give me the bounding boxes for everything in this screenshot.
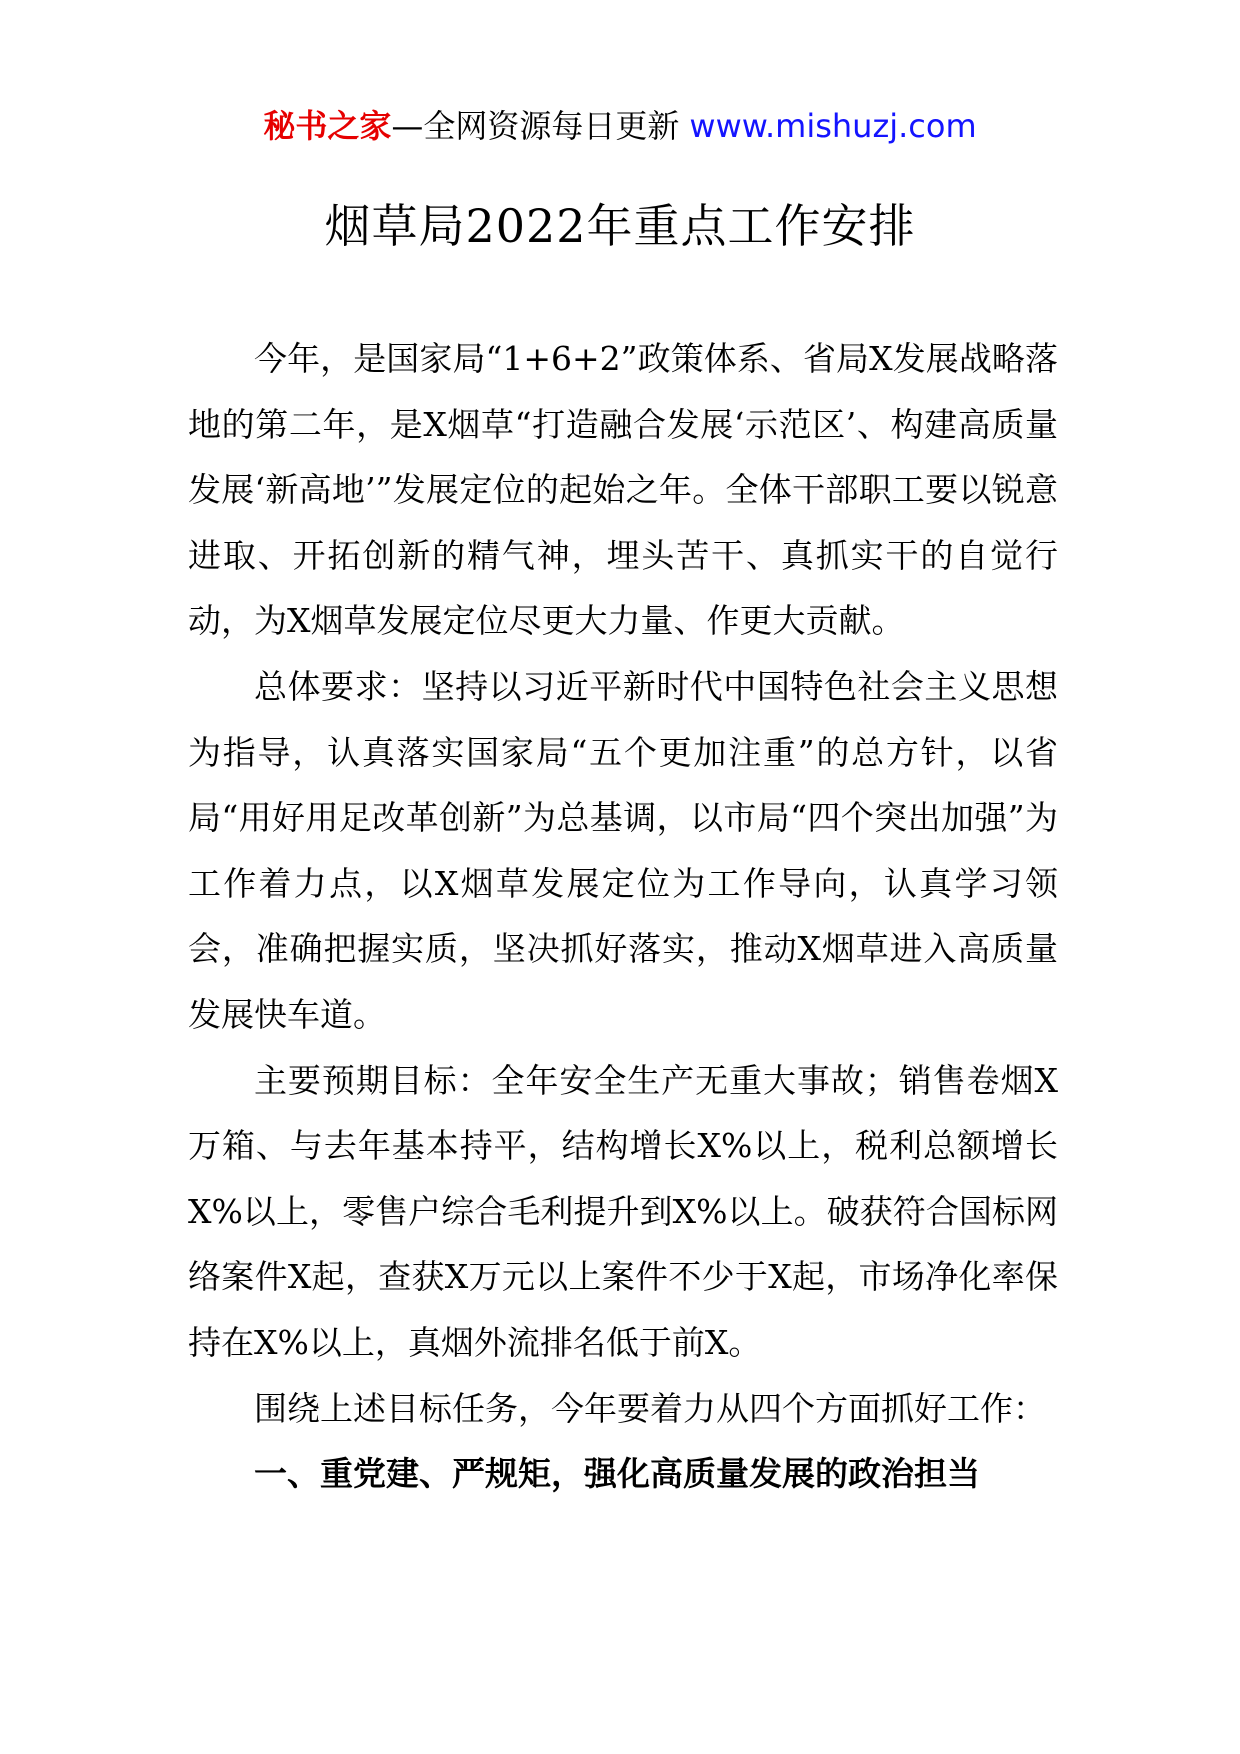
site-brand: 秘书之家: [263, 107, 392, 145]
site-header: [0, 104, 1240, 148]
paragraph-intro: 今年，是国家局“1+6+2”政策体系、省局X发展战略落地的第二年，是X烟草“打造融合发展‘示范区’、构建高质量发展‘新高地’”发展定位的起始之年。全体干部职工要以锐意进取、开拓创新的精气神，埋头苦干、真抓实干的自觉行动，为X烟草发展定位尽更大力量、作更大贡献。: [188, 339, 1058, 641]
paragraph-main-targets: 主要预期目标：全年安全生产无重大事故；销售卷烟X万箱、与去年基本持平，结构增长X%以上，税利总额增长X%以上，零售户综合毛利提升到X%以上。破获符合国标网络案件X起，查获X万元以上案件不少于X起，市场净化率保持在X%以上，真烟外流排名低于前X。: [188, 1060, 1058, 1362]
section-heading-1: 一、重党建、严规矩，强化高质量发展的政治担当: [254, 1454, 980, 1494]
paragraph-overall-requirements: 总体要求：坚持以习近平新时代中国特色社会主义思想为指导，认真落实国家局“五个更加注重”的总方针，以省局“用好用足改革创新”为总基调，以市局“四个突出加强”为工作着力点，以X烟草发展定位为工作导向，认真学习领会，准确把握实质，坚决抓好落实，推动X烟草进入高质量发展快车道。: [188, 666, 1058, 1034]
document-title: 烟草局2022年重点工作安排: [324, 199, 916, 253]
document-body: [188, 326, 1058, 1507]
paragraph-four-aspects: 围绕上述目标任务，今年要着力从四个方面抓好工作：: [254, 1388, 1046, 1428]
site-url-link[interactable]: www.mishuzj.com: [689, 107, 977, 145]
site-tagline: —全网资源每日更新: [391, 107, 680, 145]
